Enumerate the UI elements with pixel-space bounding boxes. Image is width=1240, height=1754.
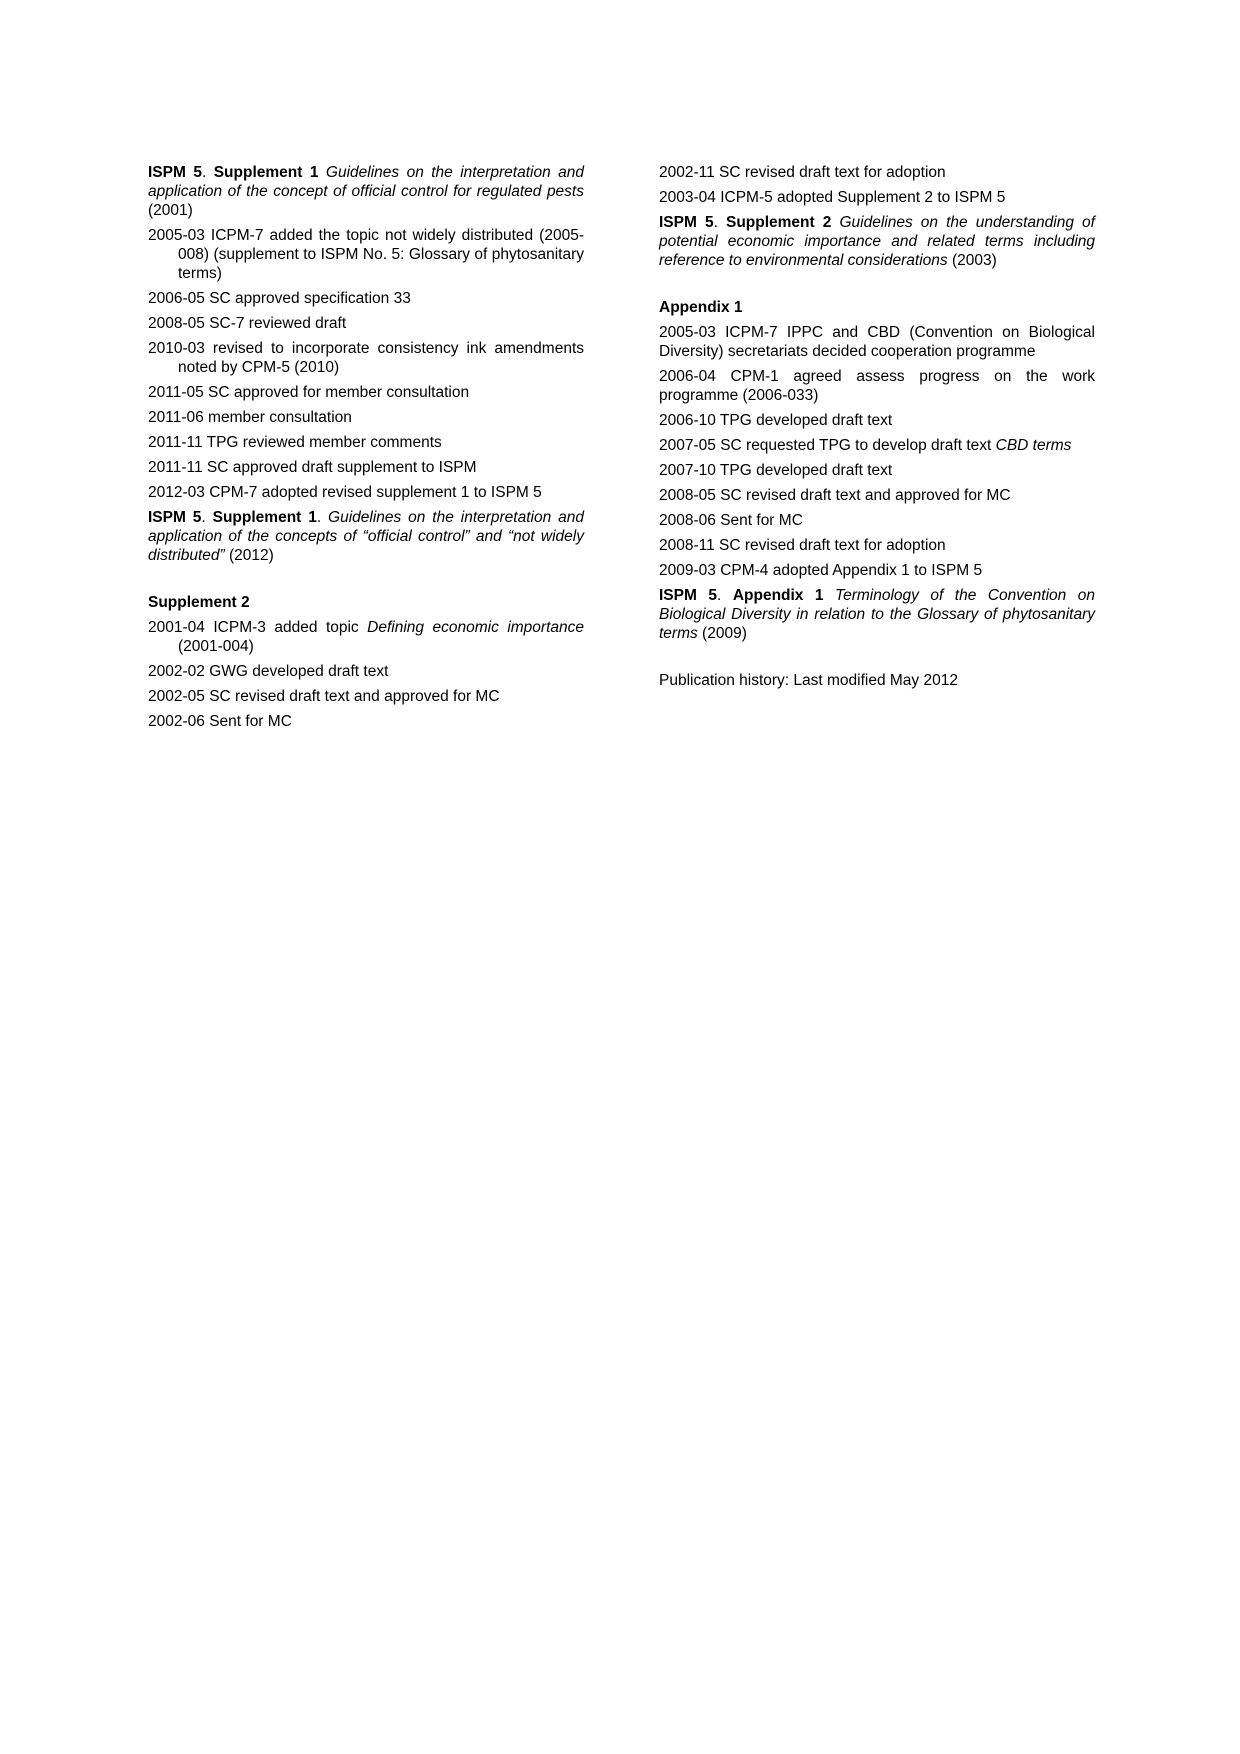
history-entry: 2010-03 revised to incorporate consistency ink amendments noted by CPM-5 (2010) (148, 340, 584, 376)
history-entry: 2005-03 ICPM-7 IPPC and CBD (Convention on Biological Diversity) secretariats decided cooperation programme (659, 324, 1095, 360)
supplement-name: Supplement 1 (213, 164, 319, 181)
supplement-title-text: Guidelines on the interpretation and application of the concept of official control for regulated pests (148, 164, 584, 200)
history-entry: 2002-06 Sent for MC (148, 713, 292, 730)
history-entry: 2002-11 SC revised draft text for adoption (659, 164, 946, 181)
history-entry: 2001-04 ICPM-3 added topic Defining economic importance (2001-004) (148, 619, 585, 655)
standard-name: ISPM 5 (148, 164, 202, 181)
history-entry: 2007-05 SC requested TPG to develop draft text CBD terms (659, 437, 1072, 454)
publication-history: Publication history: Last modified May 2012 (659, 672, 958, 689)
history-entry: 2006-10 TPG developed draft text (659, 412, 893, 429)
history-entry: 2006-04 CPM-1 agreed assess progress on the work programme (2006-033) (659, 368, 1095, 404)
left-column (148, 163, 584, 737)
history-entry: 2008-06 Sent for MC (659, 512, 803, 529)
supplement-year: (2001) (148, 202, 193, 219)
supplement-1-final-title: ISPM 5. Supplement 1. Guidelines on the interpretation and application of the concepts of “official control” and “not widely distributed” (2012) (148, 509, 584, 564)
history-entry: 2002-05 SC revised draft text and approved for MC (148, 688, 500, 705)
history-entry: 2009-03 CPM-4 adopted Appendix 1 to ISPM 5 (659, 562, 983, 579)
history-entry: 2011-05 SC approved for member consultation (148, 384, 470, 401)
history-entry: 2011-06 member consultation (148, 409, 352, 426)
right-column (659, 163, 1095, 696)
history-entry: 2007-10 TPG developed draft text (659, 462, 893, 479)
history-entry: 2011-11 TPG reviewed member comments (148, 434, 442, 451)
appendix-1-final-title: ISPM 5. Appendix 1 Terminology of the Convention on Biological Diversity in relation to the Glossary of phytosanitary terms (2009) (659, 587, 1095, 642)
supplement-2-final-title: ISPM 5. Supplement 2 Guidelines on the understanding of potential economic importance and related terms including reference to environmental considerations (2003) (659, 214, 1095, 269)
history-entry: 2012-03 CPM-7 adopted revised supplement 1 to ISPM 5 (148, 484, 542, 501)
history-entry: 2008-05 SC-7 reviewed draft (148, 315, 347, 332)
history-entry: 2008-11 SC revised draft text for adoption (659, 537, 946, 554)
history-entry: 2003-04 ICPM-5 adopted Supplement 2 to ISPM 5 (659, 189, 1006, 206)
history-entry: 2002-02 GWG developed draft text (148, 663, 389, 680)
supplement-1-title: ISPM 5. Supplement 1 Guidelines on the interpretation and application of the concept of official control for regulated pests (2001) (148, 164, 584, 219)
appendix-1-heading: Appendix 1 (659, 299, 743, 316)
history-entry: 2008-05 SC revised draft text and approved for MC (659, 487, 1011, 504)
history-entry: 2011-11 SC approved draft supplement to ISPM (148, 459, 477, 476)
history-entry: 2005-03 ICPM-7 added the topic not widely distributed (2005-008) (supplement to ISPM No. 5: Glossary of phytosanitary terms) (148, 227, 584, 282)
history-entry: 2006-05 SC approved specification 33 (148, 290, 411, 307)
supplement-2-heading: Supplement 2 (148, 594, 250, 611)
